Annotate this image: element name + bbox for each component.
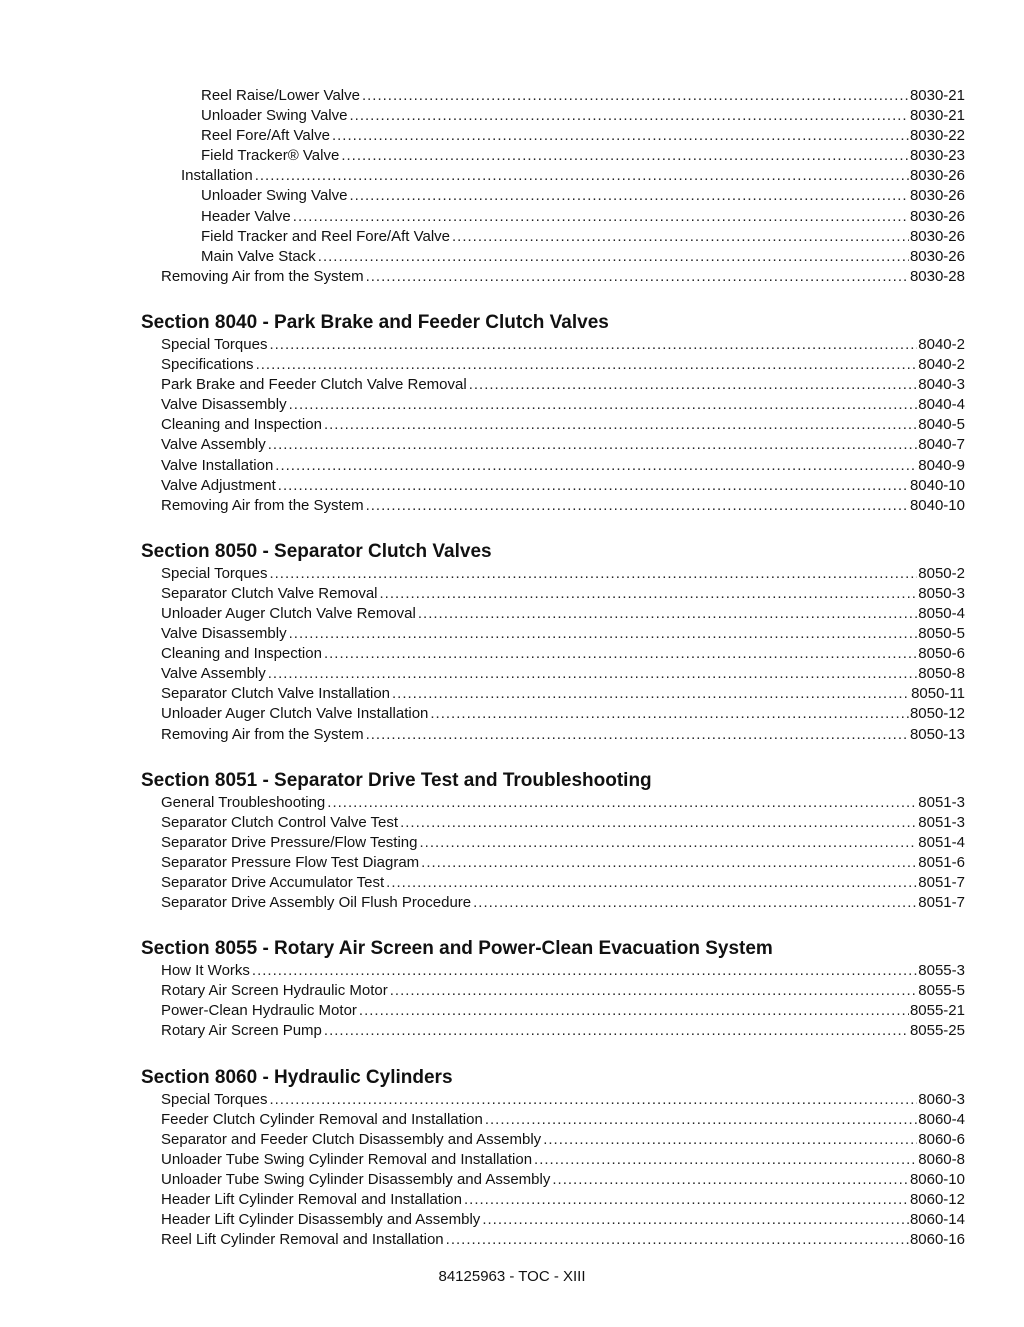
toc-entry[interactable] [161,893,965,913]
toc-entry[interactable] [161,1170,965,1190]
toc-entry-label: Unloader Auger Clutch Valve Installation [161,705,429,723]
toc-entry-page-number: 8055-5 [918,982,965,1000]
toc-entry[interactable] [201,227,965,247]
toc-entry[interactable] [161,1110,965,1130]
toc-entry-page-number: 8060-3 [918,1090,965,1108]
dot-leader [341,146,909,166]
toc-entry-page-number: 8060-16 [909,1231,965,1249]
toc-entry-page-number: 8050-6 [918,645,965,663]
dot-leader [268,664,918,684]
toc-entry-page-number: 8030-22 [909,127,965,145]
toc-entry-label: Unloader Auger Clutch Valve Removal [161,604,416,622]
toc-section [0,1066,1024,1251]
toc-entry-label: Valve Adjustment [161,476,276,494]
toc-entry-label: Field Tracker® Valve [201,147,340,165]
toc-entry-page-number: 8030-23 [909,147,965,165]
toc-entry[interactable] [161,375,965,395]
toc-entry[interactable] [201,126,965,146]
toc-entry[interactable] [161,476,965,496]
dot-leader [255,166,909,186]
dot-leader [275,456,917,476]
toc-section [0,311,1024,516]
toc-entry[interactable] [161,981,965,1001]
toc-entry-page-number: 8040-7 [918,436,965,454]
toc-entry-page-number: 8040-2 [918,335,965,353]
toc-entry-label: Special Torques [161,335,268,353]
toc-entry[interactable] [161,1090,965,1110]
toc-entry-label: Unloader Tube Swing Cylinder Disassembly and Assembly [161,1170,551,1188]
toc-entry[interactable] [161,624,965,644]
toc-entry-page-number: 8060-10 [909,1170,965,1188]
toc-entry[interactable] [161,853,965,873]
toc-entry-label: Separator Clutch Valve Installation [161,685,391,703]
toc-entry-label: Separator Drive Accumulator Test [161,874,385,891]
toc-entry[interactable] [161,564,965,584]
page-footer: 84125963 - TOC - XIII [438,1268,586,1285]
toc-entry-label: Unloader Swing Valve [201,187,348,205]
toc-entry[interactable] [161,961,965,981]
toc-entry-label: Feeder Clutch Cylinder Removal and Installation [161,1110,483,1128]
dot-leader [552,1170,909,1190]
toc-entry-label: Separator Clutch Valve Removal [161,584,378,602]
toc-entry[interactable] [161,435,965,455]
dot-leader [324,1021,909,1041]
toc-entry-page-number: 8040-2 [918,356,965,374]
toc-entry-page-number: 8050-11 [911,685,965,703]
toc-entry-page-number: 8030-21 [909,107,965,125]
toc-entry[interactable] [161,1190,965,1210]
toc-entry[interactable] [201,207,965,227]
toc-section [0,540,1024,745]
dot-leader [392,684,910,704]
dot-leader [366,725,909,745]
toc-entry-label: Reel Fore/Aft Valve [201,127,330,145]
toc-entry-label: Header Lift Cylinder Removal and Installation [161,1191,462,1209]
toc-entry[interactable] [201,247,965,267]
toc-entry-page-number: 8051-4 [918,833,965,851]
dot-leader [473,893,917,913]
dot-leader [252,961,917,981]
section-heading[interactable]: Section 8040 - Park Brake and Feeder Clutch Valves [141,311,609,333]
toc-entry[interactable] [201,146,965,166]
toc-entry[interactable] [201,106,965,126]
toc-section [0,937,1024,1041]
dot-leader [380,584,918,604]
toc-entry-label: Reel Lift Cylinder Removal and Installation [161,1231,444,1249]
toc-entry[interactable] [161,355,965,375]
toc-entry[interactable] [161,1021,965,1041]
toc-entry[interactable] [201,186,965,206]
toc-entry-label: Rotary Air Screen Hydraulic Motor [161,982,388,1000]
toc-entry[interactable] [161,833,965,853]
toc-entry-page-number: 8030-26 [909,167,965,185]
toc-entry-page-number: 8051-7 [918,894,965,912]
toc-section [0,769,1024,914]
dot-leader [289,624,918,644]
dot-leader [446,1230,909,1250]
toc-entry[interactable] [201,86,965,106]
dot-leader [418,604,917,624]
toc-entry-page-number: 8050-12 [909,705,965,723]
toc-sections [0,311,1024,1250]
toc-entry-label: Reel Raise/Lower Valve [201,87,360,104]
toc-entry-page-number: 8055-21 [909,1002,965,1020]
toc-entry-page-number: 8060-8 [918,1150,965,1168]
toc-entry[interactable] [161,873,965,893]
toc-entry-label: Cleaning and Inspection [161,416,322,434]
toc-entry-label: Power-Clean Hydraulic Motor [161,1002,357,1020]
dot-leader [430,704,909,724]
toc-entry[interactable] [161,456,965,476]
toc-entry-page-number: 8050-4 [918,604,965,622]
dot-leader [469,375,918,395]
toc-entry-page-number: 8060-4 [918,1110,965,1128]
toc-entry-page-number: 8050-8 [918,665,965,683]
toc-page [0,86,1024,1250]
toc-entry-page-number: 8030-26 [909,227,965,245]
dot-leader [390,981,918,1001]
toc-entry-label: Removing Air from the System [161,496,364,514]
toc-entry-page-number: 8051-6 [918,853,965,871]
toc-entry-label: Header Valve [201,207,291,225]
toc-entry-page-number: 8060-6 [918,1130,965,1148]
toc-entry-label: Valve Installation [161,456,274,474]
toc-entry-label: Unloader Tube Swing Cylinder Removal and Installation [161,1150,533,1168]
toc-entry-label: Valve Assembly [161,436,266,454]
dot-leader [268,435,918,455]
dot-leader [485,1110,917,1130]
dot-leader [349,186,908,206]
dot-leader [269,335,917,355]
section-heading[interactable]: Section 8050 - Separator Clutch Valves [141,540,492,562]
toc-entry-label: Valve Disassembly [161,396,287,414]
dot-leader [324,415,917,435]
dot-leader [464,1190,909,1210]
toc-entry[interactable] [161,496,965,516]
toc-entry[interactable] [161,584,965,604]
dot-leader [366,267,909,287]
toc-entry-page-number: 8050-13 [909,725,965,743]
toc-entry-page-number: 8050-2 [918,564,965,582]
toc-entry-label: Specifications [161,356,254,374]
toc-entry[interactable] [161,1230,965,1250]
toc-entry-label: Rotary Air Screen Pump [161,1022,322,1040]
toc-entry-page-number: 8030-26 [909,247,965,265]
toc-entry-page-number: 8060-14 [909,1211,965,1229]
dot-leader [332,126,909,146]
dot-leader [421,853,917,873]
toc-entry-label: Special Torques [161,1090,268,1108]
dot-leader [362,86,909,106]
toc-entry-page-number: 8050-5 [918,625,965,643]
toc-entry-page-number: 8040-9 [918,456,965,474]
dot-leader [452,227,909,247]
toc-entry-page-number: 8030-28 [909,267,965,285]
dot-leader [289,395,918,415]
toc-entry[interactable] [161,267,965,287]
toc-entry-label: General Troubleshooting [161,793,326,811]
toc-entry[interactable] [161,1130,965,1150]
toc-entry-label: Removing Air from the System [161,725,364,743]
toc-entry[interactable] [161,664,965,684]
toc-entry-page-number: 8040-3 [918,376,965,394]
toc-entry-label: Removing Air from the System [161,267,364,285]
toc-entry[interactable] [161,813,965,833]
toc-entry-label: Separator and Feeder Clutch Disassembly and Assembly [161,1130,542,1148]
toc-entry-page-number: 8055-3 [918,962,965,980]
toc-entry-label: Separator Drive Assembly Oil Flush Procedure [161,894,472,912]
toc-entry[interactable] [161,335,965,355]
toc-entry-page-number: 8051-3 [918,793,965,811]
toc-entry-label: Separator Drive Pressure/Flow Testing [161,833,418,851]
toc-entry-label: Cleaning and Inspection [161,645,322,663]
toc-entry-label: Installation [181,167,253,185]
toc-entry-page-number: 8040-10 [909,496,965,514]
dot-leader [482,1210,909,1230]
toc-entry-page-number: 8051-3 [918,813,965,831]
toc-entry-label: Separator Clutch Control Valve Test [161,813,399,831]
dot-leader [269,1090,917,1110]
dot-leader [327,793,917,813]
toc-entry[interactable] [161,395,965,415]
dot-leader [324,644,917,664]
toc-entry-page-number: 8055-25 [909,1022,965,1040]
toc-entry[interactable] [161,644,965,664]
toc-entry-label: Special Torques [161,564,268,582]
dot-leader [359,1001,909,1021]
dot-leader [534,1150,917,1170]
toc-entry-label: Unloader Swing Valve [201,107,348,125]
dot-leader [386,873,917,893]
dot-leader [366,496,909,516]
toc-entry-page-number: 8030-26 [909,187,965,205]
dot-leader [293,207,909,227]
dot-leader [318,247,909,267]
dot-leader [543,1130,917,1150]
dot-leader [420,833,918,853]
section-heading[interactable]: Section 8055 - Rotary Air Screen and Power-Clean Evacuation System [141,938,773,960]
toc-entry[interactable] [161,1001,965,1021]
section-heading[interactable]: Section 8051 - Separator Drive Test and Troubleshooting [141,769,652,791]
toc-entry[interactable] [181,166,965,186]
toc-entry[interactable] [161,415,965,435]
toc-entry[interactable] [161,725,965,745]
toc-entry-label: Separator Pressure Flow Test Diagram [161,853,420,871]
toc-entry[interactable] [161,793,965,813]
toc-entry-page-number: 8040-10 [909,476,965,494]
toc-entry-label: Park Brake and Feeder Clutch Valve Removal [161,376,467,394]
toc-intro-entries [0,86,1024,287]
toc-entry-label: Valve Disassembly [161,625,287,643]
toc-entry-page-number: 8051-7 [918,874,965,891]
toc-entry[interactable] [161,604,965,624]
dot-leader [256,355,918,375]
toc-entry-page-number: 8060-12 [909,1191,965,1209]
toc-entry-label: Main Valve Stack [201,247,316,265]
dot-leader [349,106,908,126]
toc-entry[interactable] [161,704,965,724]
toc-entry-page-number: 8030-26 [909,207,965,225]
toc-entry-label: Valve Assembly [161,665,266,683]
toc-entry-label: How It Works [161,962,250,980]
toc-entry[interactable] [161,1210,965,1230]
dot-leader [269,564,917,584]
dot-leader [278,476,909,496]
dot-leader [400,813,917,833]
toc-entry-page-number: 8040-4 [918,396,965,414]
toc-entry-page-number: 8030-21 [909,87,965,104]
toc-entry-label: Field Tracker and Reel Fore/Aft Valve [201,227,450,245]
section-heading[interactable]: Section 8060 - Hydraulic Cylinders [141,1066,453,1088]
toc-entry[interactable] [161,1150,965,1170]
toc-entry-label: Header Lift Cylinder Disassembly and Assembly [161,1211,481,1229]
toc-entry-page-number: 8050-3 [918,584,965,602]
toc-entry[interactable] [161,684,965,704]
toc-entry-page-number: 8040-5 [918,416,965,434]
